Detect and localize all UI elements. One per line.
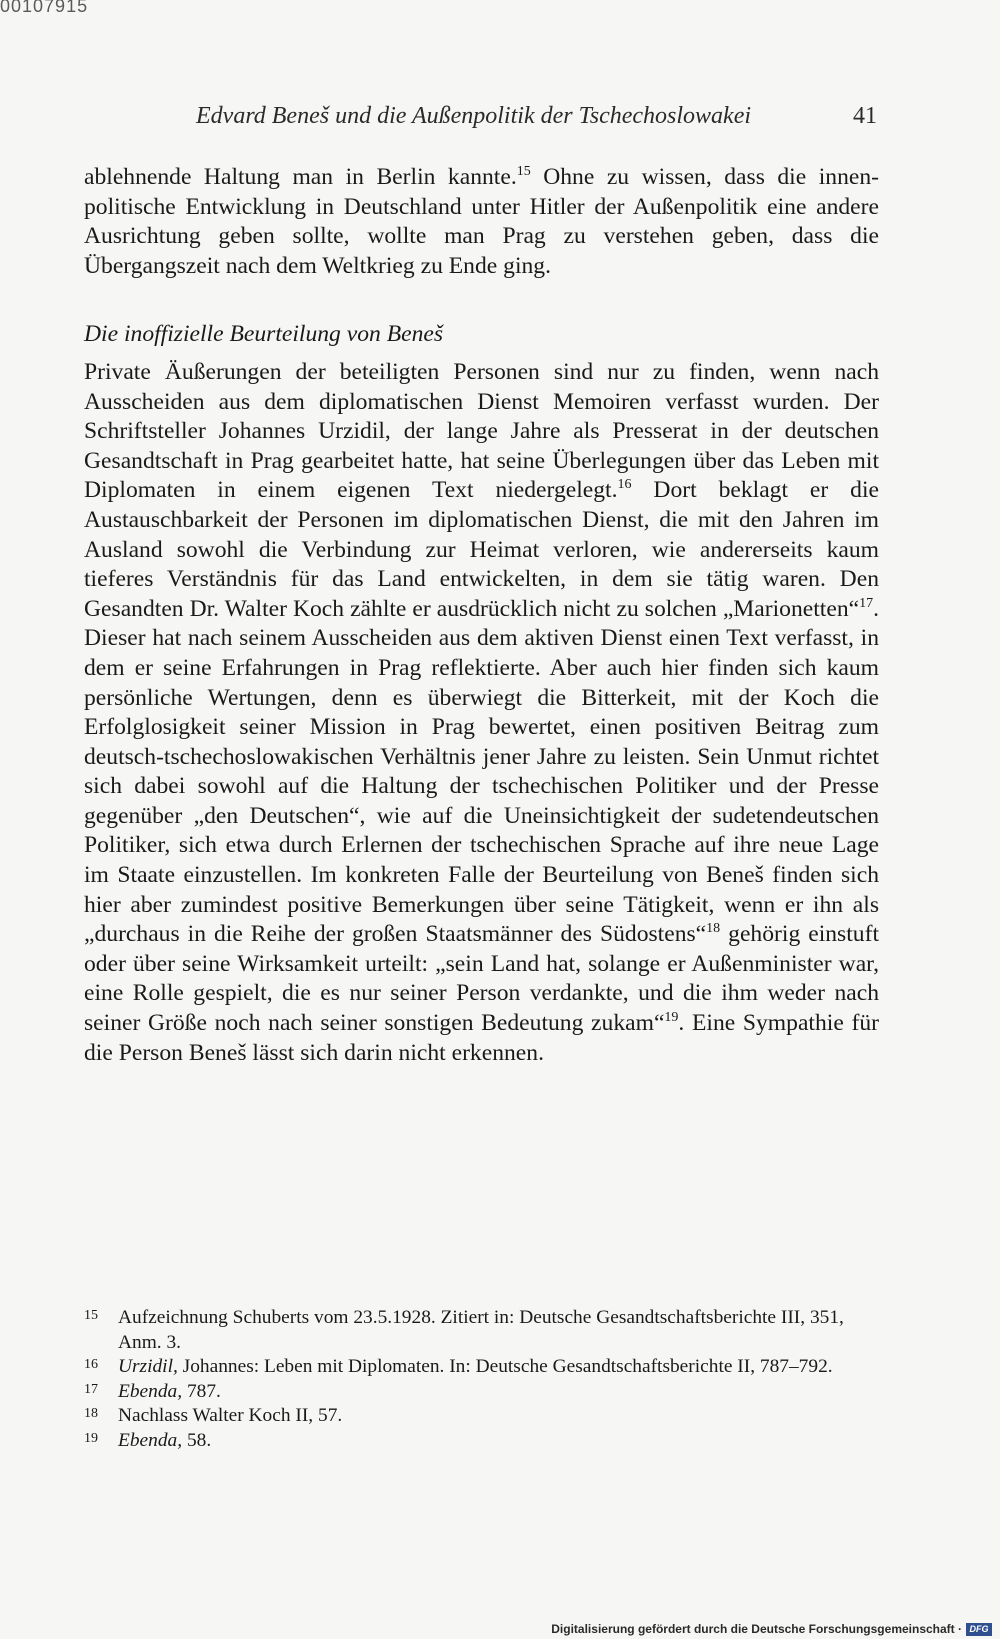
footnote-author: Ebenda, (118, 1380, 183, 1402)
p2-part-d: gehörig einstuft oder über seine Wirksamkeit urteilt: „sein Land hat, solange er Außenminister war, eine Rolle gespielt, die es nur seiner Person verdankte, und die ihm weder nach seiner Größe noch nach seiner sonstigen Bedeutung zukam“ (84, 921, 879, 1037)
footnote-ref-16[interactable]: 16 (617, 477, 632, 493)
footnote-body: 58. (182, 1429, 212, 1451)
footnote-author: Urzidil, (118, 1356, 178, 1378)
main-text (84, 163, 879, 1068)
paragraph-1 (84, 163, 879, 281)
paragraph-2 (84, 358, 879, 1068)
footnote-number: 17 (84, 1381, 98, 1397)
footnote-number: 16 (84, 1357, 98, 1373)
scan-id: 00107915 (0, 0, 89, 16)
footnotes (84, 1306, 879, 1454)
footnote-text (118, 1355, 879, 1380)
page-number: 41 (853, 103, 877, 129)
footnote-text (118, 1404, 879, 1429)
funding-note: Digitalisierung gefördert durch die Deutsche Forschungsgemeinschaft · (551, 1622, 962, 1636)
footnote-number: 18 (84, 1406, 98, 1422)
footnote (84, 1429, 879, 1454)
footnote-body: Aufzeichnung Schuberts vom 23.5.1928. Zitiert in: Deutsche Gesandtschaftsberichte III, 351, Anm. 3. (118, 1307, 844, 1353)
footnote-body: Johannes: Leben mit Diplomaten. In: Deutsche Gesandtschaftsberichte II, 787–792. (177, 1356, 833, 1378)
funding-footer (551, 1622, 992, 1636)
footnote-ref-17[interactable]: 17 (859, 595, 874, 611)
p1-part-b: Ohne zu wissen, dass die innenpolitische Entwicklung in Deutschland unter Hitler der Außenpolitik eine andere Ausrichtung geben sollte, wollte man Prag zu verstehen geben, dass die Übergangszeit nach dem Weltkrieg zu Ende ging. (84, 164, 879, 279)
p2-part-b: Dort beklagt er die Austauschbarkeit der Personen im diplomatischen Dienst, die mit den Jahren im Ausland sowohl die Verbindung zur Heimat verloren, wie andererseits kaum tieferes Verständnis für das Land entwickelten, in dem sie tätig waren. Den Gesandten Dr. Walter Koch zählte er ausdrücklich nicht zu solchen „Marionetten“ (84, 477, 879, 622)
footnote (84, 1380, 879, 1405)
footnote-text (118, 1380, 879, 1405)
footnote-text (118, 1429, 879, 1454)
footnote-ref-19[interactable]: 19 (664, 1010, 679, 1026)
footnote (84, 1355, 879, 1380)
footnote-ref-18[interactable]: 18 (706, 921, 721, 937)
p1-part-a: ablehnende Haltung man in Berlin kannte. (84, 164, 517, 190)
footnote-number: 19 (84, 1430, 98, 1446)
p2-part-a: Private Äußerungen der beteiligten Personen sind nur zu finden, wenn nach Ausscheiden aus dem diplomatischen Dienst Memoiren verfasst wurden. Der Schriftsteller Johannes Urzidil, der lange Jahre als Presserat in der deutschen Gesandtschaft in Prag gearbeitet hatte, hat seine Überlegungen über das Leben mit Diplomaten in einem eigenen Text niedergelegt. (84, 358, 879, 504)
footnote-number: 15 (84, 1308, 98, 1323)
footnote (84, 1306, 879, 1355)
dfg-logo-icon: DFG (966, 1623, 992, 1636)
footnote-text (118, 1306, 879, 1355)
footnote-body: Nachlass Walter Koch II, 57. (118, 1405, 343, 1427)
footnote-ref-15[interactable]: 15 (516, 164, 531, 179)
footnote-body: 787. (182, 1380, 221, 1402)
section-title: Die inoffizielle Beurteilung von Beneš (84, 321, 444, 348)
footnote (84, 1404, 879, 1429)
footnote-author: Ebenda, (118, 1429, 183, 1451)
p2-part-c: . Dieser hat nach seinem Ausscheiden aus dem aktiven Dienst einen Text verfasst, in dem er seine Erfahrungen in Prag reflektierte. Aber auch hier finden sich kaum persönliche Wertungen, denn es überwiegt die Bitterkeit, mit der Koch die Erfolglosigkeit seiner Mission in Prag bewertet, einen positiven Beitrag zum deutsch-tschechoslowakischen Verhältnis jener Jahre zu leisten. Sein Unmut richtet sich dabei sowohl auf die Haltung der tschechischen Politiker und der Presse gegenüber „den Deutschen“, wie auf die Uneinsichtigkeit der sudetendeutschen Politiker, sich etwa durch Erlernen der tschechischen Sprache auf ihre neue Lage im Staate einzustellen. Im konkreten Falle der Beurteilung von Beneš finden sich hier aber zumindest positive Bemerkungen über seine Tätigkeit, wenn er ihn als „durchaus in die Reihe der großen Staatsmänner des Südostens“ (84, 595, 879, 948)
p2-part-e: . Eine Sympathie für die Person Beneš lässt sich darin nicht erkennen. (84, 1010, 879, 1066)
running-title: Edvard Beneš und die Außenpolitik der Tschechoslowakei (196, 103, 752, 129)
